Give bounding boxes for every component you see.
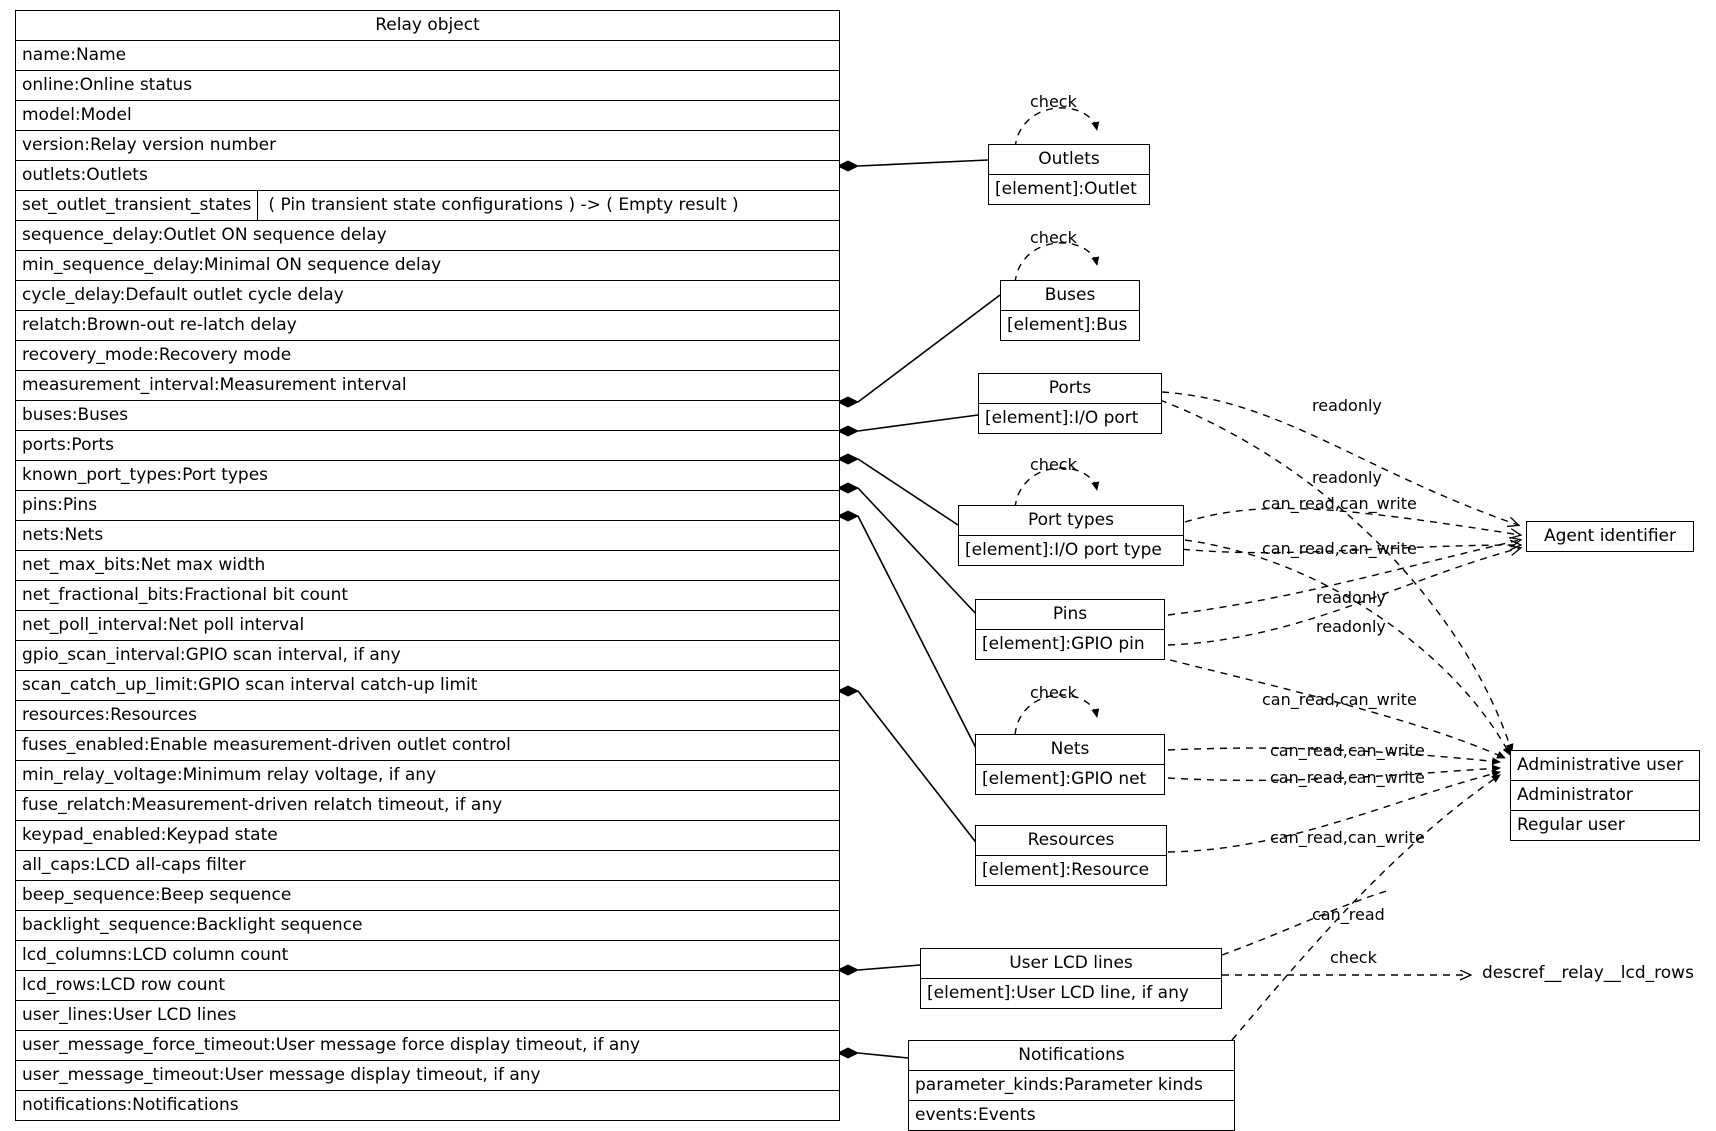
class-port-types bbox=[958, 505, 1184, 566]
attribute-row: recovery_mode:Recovery mode bbox=[16, 341, 839, 371]
attribute-row: sequence_delay:Outlet ON sequence delay bbox=[16, 221, 839, 251]
class-resources bbox=[975, 825, 1167, 886]
edge-label-rw-resources: can_read,can_write bbox=[1270, 828, 1425, 847]
attribute-row: events:Events bbox=[915, 1105, 1036, 1125]
method-signature: ( Pin transient state configurations ) -> ( Empty result ) bbox=[268, 195, 739, 215]
attribute-row: net_poll_interval:Net poll interval bbox=[16, 611, 839, 641]
attribute-row: outlets:Outlets bbox=[16, 161, 839, 191]
edge-label-check-buses: check bbox=[1030, 228, 1077, 247]
attribute-row: buses:Buses bbox=[16, 401, 839, 431]
attribute-row: measurement_interval:Measurement interval bbox=[16, 371, 839, 401]
attribute-row: user_message_force_timeout:User message force display timeout, if any bbox=[16, 1031, 839, 1061]
edge-label-readonly-ports: readonly bbox=[1312, 396, 1382, 415]
class-administrative-user bbox=[1510, 750, 1700, 841]
class-title-ports: Ports bbox=[979, 374, 1161, 404]
attribute-row: cycle_delay:Default outlet cycle delay bbox=[16, 281, 839, 311]
attribute-row: known_port_types:Port types bbox=[16, 461, 839, 491]
method-row bbox=[16, 191, 839, 221]
class-relay-object bbox=[15, 10, 840, 1121]
attribute-row: Administrator bbox=[1511, 781, 1699, 811]
class-title-relay-object: Relay object bbox=[16, 11, 839, 41]
attribute-row: lcd_columns:LCD column count bbox=[16, 941, 839, 971]
class-title-pins: Pins bbox=[976, 600, 1164, 630]
edge-label-check-nets: check bbox=[1030, 683, 1077, 702]
node-descref-relay-lcd-rows: descref__relay__lcd_rows bbox=[1482, 963, 1694, 983]
class-buses bbox=[1000, 280, 1140, 341]
class-title-agent-identifier: Agent identifier bbox=[1543, 526, 1676, 546]
attribute-row: [element]:GPIO net bbox=[982, 769, 1147, 789]
attribute-row: Regular user bbox=[1517, 815, 1625, 835]
attribute-row: [element]:Outlet bbox=[995, 179, 1137, 199]
class-title-resources: Resources bbox=[976, 826, 1166, 856]
attribute-row: lcd_rows:LCD row count bbox=[16, 971, 839, 1001]
edge-label-check-port-types: check bbox=[1030, 455, 1077, 474]
attribute-row: resources:Resources bbox=[16, 701, 839, 731]
edge-label-rw-nets-1: can_read,can_write bbox=[1270, 741, 1425, 760]
class-title-outlets: Outlets bbox=[989, 145, 1149, 175]
class-notifications bbox=[908, 1040, 1235, 1131]
attribute-row: beep_sequence:Beep sequence bbox=[16, 881, 839, 911]
attribute-row: all_caps:LCD all-caps filter bbox=[16, 851, 839, 881]
class-title-buses: Buses bbox=[1001, 281, 1139, 311]
attribute-row: user_lines:User LCD lines bbox=[16, 1001, 839, 1031]
edge-label-can-read-notifications: can_read bbox=[1312, 905, 1385, 924]
class-user-lcd-lines bbox=[920, 948, 1222, 1009]
edge-label-check-outlets: check bbox=[1030, 92, 1077, 111]
class-title-port-types: Port types bbox=[959, 506, 1183, 536]
attribute-row: name:Name bbox=[16, 41, 839, 71]
attribute-row: notifications:Notifications bbox=[22, 1095, 239, 1115]
class-ports bbox=[978, 373, 1162, 434]
edge-label-readonly-pins: readonly bbox=[1316, 588, 1386, 607]
class-title-notifications: Notifications bbox=[909, 1041, 1234, 1071]
edge-label-rw-port-types-2: can_read,can_write bbox=[1262, 539, 1417, 558]
attribute-row: pins:Pins bbox=[16, 491, 839, 521]
attribute-row: version:Relay version number bbox=[16, 131, 839, 161]
attribute-row: user_message_timeout:User message display timeout, if any bbox=[16, 1061, 839, 1091]
attribute-row: min_relay_voltage:Minimum relay voltage, if any bbox=[16, 761, 839, 791]
edge-label-rw-nets-2: can_read,can_write bbox=[1270, 768, 1425, 787]
attribute-row: online:Online status bbox=[16, 71, 839, 101]
attribute-row: [element]:I/O port bbox=[985, 408, 1139, 428]
attribute-row: model:Model bbox=[16, 101, 839, 131]
attribute-row: nets:Nets bbox=[16, 521, 839, 551]
class-agent-identifier bbox=[1526, 521, 1694, 552]
attribute-row: backlight_sequence:Backlight sequence bbox=[16, 911, 839, 941]
attribute-row: gpio_scan_interval:GPIO scan interval, if any bbox=[16, 641, 839, 671]
edge-label-rw-port-types-1: can_read,can_write bbox=[1262, 494, 1417, 513]
edge-label-readonly-port-types: readonly bbox=[1312, 468, 1382, 487]
attribute-row: parameter_kinds:Parameter kinds bbox=[909, 1071, 1234, 1101]
class-pins bbox=[975, 599, 1165, 660]
attribute-row: net_fractional_bits:Fractional bit count bbox=[16, 581, 839, 611]
attribute-row: scan_catch_up_limit:GPIO scan interval catch-up limit bbox=[16, 671, 839, 701]
attribute-row: min_sequence_delay:Minimal ON sequence delay bbox=[16, 251, 839, 281]
attribute-row: [element]:User LCD line, if any bbox=[927, 983, 1189, 1003]
attribute-row: [element]:GPIO pin bbox=[982, 634, 1145, 654]
edge-label-rw-pins: can_read,can_write bbox=[1262, 690, 1417, 709]
attribute-row: fuses_enabled:Enable measurement-driven outlet control bbox=[16, 731, 839, 761]
class-title-administrative-user: Administrative user bbox=[1511, 751, 1699, 781]
class-nets bbox=[975, 734, 1165, 795]
attribute-row: [element]:I/O port type bbox=[965, 540, 1162, 560]
method-name: set_outlet_transient_states bbox=[16, 191, 258, 220]
attribute-row: relatch:Brown-out re-latch delay bbox=[16, 311, 839, 341]
edge-label-check-lcd-rows: check bbox=[1330, 948, 1377, 967]
edge-label-readonly-pins-2: readonly bbox=[1316, 617, 1386, 636]
class-title-user-lcd-lines: User LCD lines bbox=[921, 949, 1221, 979]
attribute-row: net_max_bits:Net max width bbox=[16, 551, 839, 581]
attribute-row: [element]:Resource bbox=[982, 860, 1150, 880]
class-outlets bbox=[988, 144, 1150, 205]
attribute-row: ports:Ports bbox=[16, 431, 839, 461]
class-title-nets: Nets bbox=[976, 735, 1164, 765]
attribute-row: [element]:Bus bbox=[1007, 315, 1128, 335]
attribute-row: fuse_relatch:Measurement-driven relatch timeout, if any bbox=[16, 791, 839, 821]
attribute-row: keypad_enabled:Keypad state bbox=[16, 821, 839, 851]
